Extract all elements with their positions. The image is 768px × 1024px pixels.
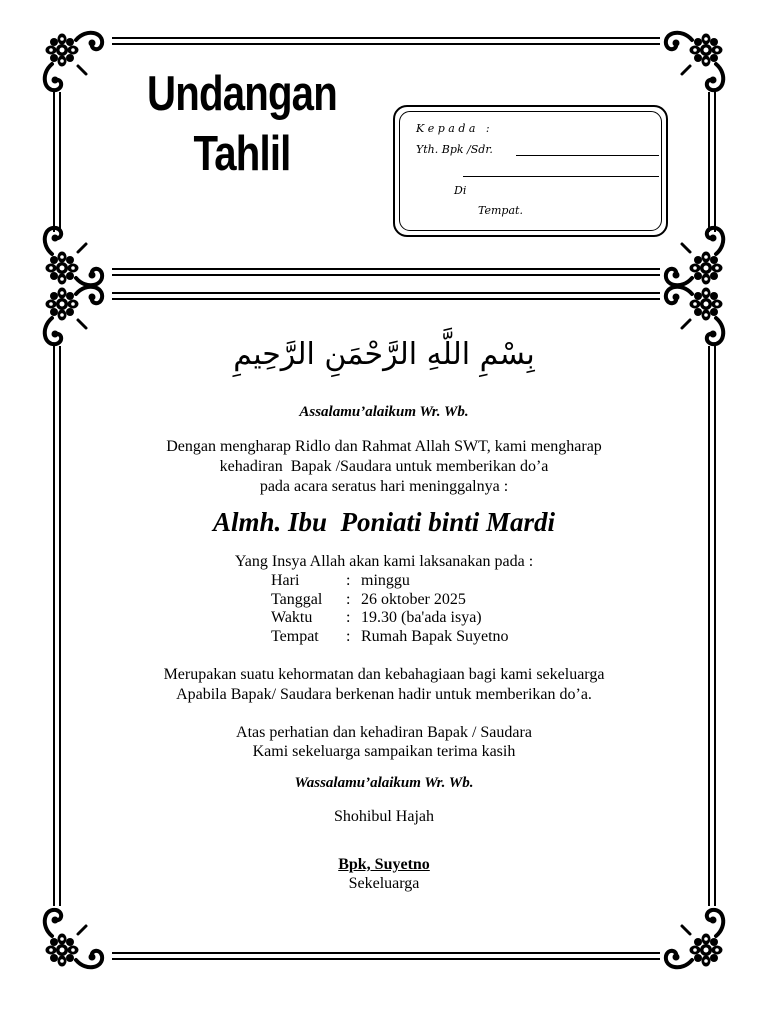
schedule-value-place: Rumah Bapak Suyetno [361,628,509,645]
letter-frame-left-rule [53,346,61,906]
intro-line-1: Dengan mengharap Ridlo dan Rahmat Allah SWT, kami mengharap [166,438,602,455]
schedule-intro: Yang Insya Allah akan kami laksanakan pada : [234,553,534,570]
schedule-sep: : [346,609,351,626]
top-frame-top-rule [112,37,660,45]
letter-frame-right-rule [708,346,716,906]
schedule-label-date: Tanggal [271,591,323,608]
recipient-name-line[interactable] [516,155,659,156]
opening-greeting: Assalamu’alaikum Wr. Wb. [299,404,469,420]
letter-frame-top-rule [112,292,660,300]
thanks-line-1: Atas perhatian dan kehadiran Bapak / Saudara [236,724,532,741]
schedule-value-time: 19.30 (ba'ada isya) [361,609,482,626]
schedule-label-place: Tempat [271,628,319,645]
intro-line-3: pada acara seratus hari meninggalnya : [259,478,509,495]
host-family: Sekeluarga [348,875,420,892]
to-label: K e p a d a : [416,122,490,135]
thanks-line-2: Kami sekeluarga sampaikan terima kasih [252,743,516,760]
schedule-label-time: Waktu [271,609,313,626]
bismillah-calligraphy: بِسْمِ اللَّهِ الرَّحْمَنِ الرَّحِيمِ [233,337,535,372]
recipient-address-line[interactable] [463,176,659,177]
top-frame-right-rule [708,92,716,232]
ornament-corner-icon [42,900,112,970]
schedule-sep: : [346,628,351,645]
recipient-label: Yth. Bpk /Sdr. [416,143,493,156]
host-name: Bpk, Suyetno [338,856,430,873]
ornament-corner-icon [42,218,112,288]
schedule-sep: : [346,591,351,608]
deceased-name: Almh. Ibu Poniati binti Mardi [212,507,556,537]
host-label: Shohibul Hajah [334,808,434,825]
intro-line-2: kehadiran Bapak /Saudara untuk memberikan do’a [219,458,549,475]
host-name-line [70,856,698,874]
honor-line-1: Merupakan suatu kehormatan dan kebahagiaan bagi kami sekeluarga [163,666,605,683]
at-label: Di [454,184,467,197]
top-frame-left-rule [53,92,61,232]
invitation-title-line2: Tahlil [193,127,291,181]
ornament-corner-icon [656,30,726,100]
honor-line-2: Apabila Bapak/ Saudara berkenan hadir untuk memberikan do’a. [176,686,592,703]
schedule-label-day: Hari [271,572,300,589]
ornament-corner-icon [656,900,726,970]
place-label: Tempat. [478,204,523,217]
schedule-sep: : [346,572,351,589]
schedule-value-date: 26 oktober 2025 [361,591,466,608]
letter-frame-bottom-rule [112,952,660,960]
top-frame-bottom-rule [112,268,660,276]
closing-greeting: Wassalamu’alaikum Wr. Wb. [294,775,474,791]
ornament-corner-icon [42,30,112,100]
invitation-title-line1: Undangan [147,67,337,121]
schedule-value-day: minggu [361,572,410,589]
